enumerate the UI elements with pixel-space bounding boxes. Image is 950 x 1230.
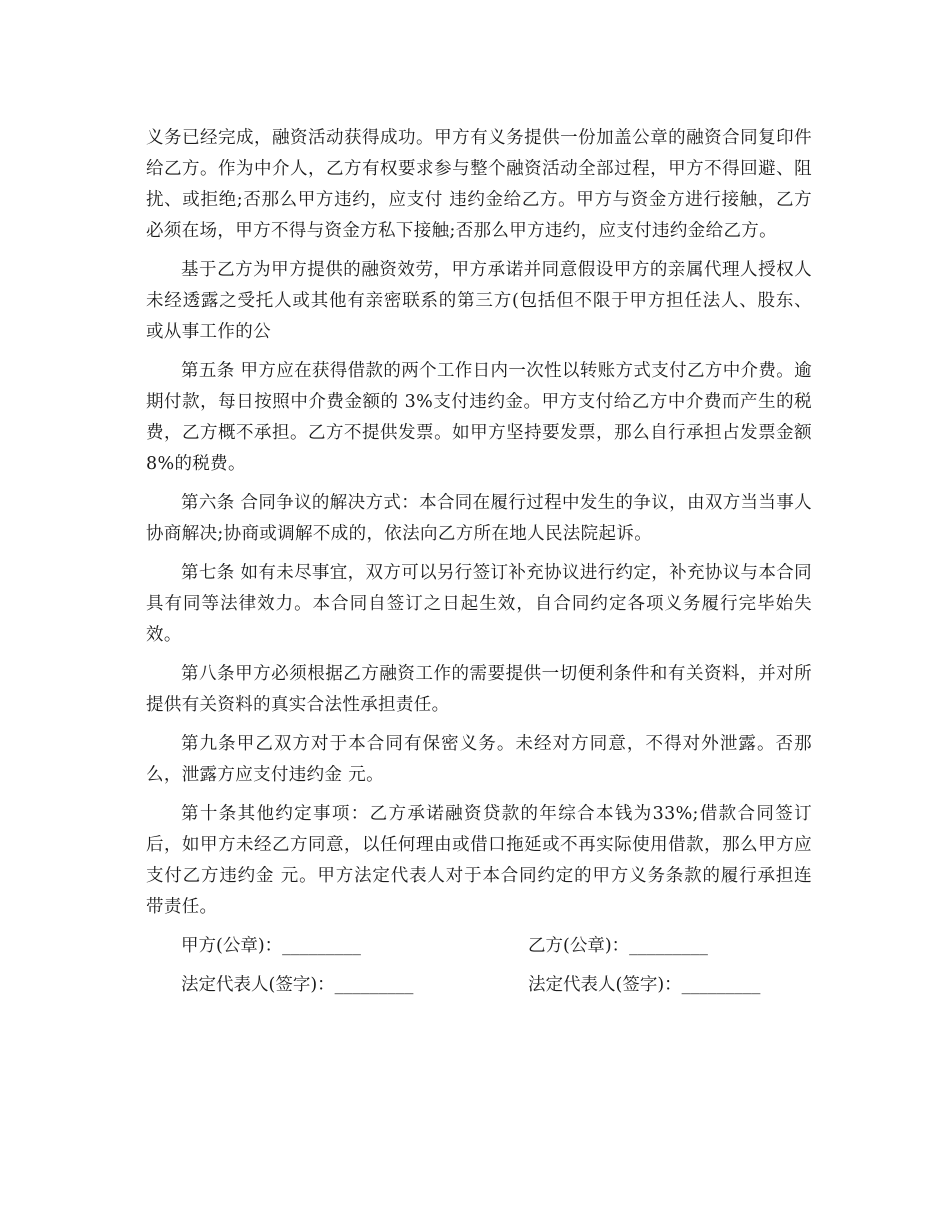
signature-row-representative (146, 970, 812, 1001)
paragraph-article-5: 第五条 甲方应在获得借款的两个工作日内一次性以转账方式支付乙方中介费。逾期付款，每日按照中介费金额的 3%支付违约金。甲方支付给乙方中介费而产生的税费，乙方概不承担。乙方不提供发票。如甲方坚持要发票，那么自行承担占发票金额 8%的税费。 (146, 361, 812, 474)
paragraph-financing-service: 基于乙方为甲方提供的融资效劳，甲方承诺并同意假设甲方的亲属代理人授权人未经透露之受托人或其他有亲密联系的第三方(包括但不限于甲方担任法人、股东、或从事工作的公 (146, 260, 812, 342)
party-b-seal-line: 乙方(公章)：_________ (528, 936, 708, 956)
paragraph-article-10: 第十条其他约定事项：乙方承诺融资贷款的年综合本钱为33%;借款合同签订后，如甲方未经乙方同意，以任何理由或借口拖延或不再实际使用借款，那么甲方应支付乙方违约金 元。甲方法定代表人对于本合同约定的甲方义务条款的履行承担连带责任。 (146, 804, 812, 917)
party-a-seal-line: 甲方(公章)：_________ (181, 936, 361, 956)
party-b-representative-line: 法定代表人(签字)：_________ (528, 975, 761, 995)
paragraph-article-8: 第八条甲方必须根据乙方融资工作的需要提供一切便利条件和有关资料，并对所提供有关资料的真实合法性承担责任。 (146, 664, 812, 715)
document-body (146, 123, 812, 1009)
paragraph-article-9: 第九条甲乙双方对于本合同有保密义务。未经对方同意，不得对外泄露。否那么，泄露方应支付违约金 元。 (146, 734, 812, 785)
paragraph-article-6: 第六条 合同争议的解决方式：本合同在履行过程中发生的争议，由双方当当事人协商解决;协商或调解不成的，依法向乙方所在地人民法院起诉。 (146, 493, 812, 544)
paragraph-obligation-continued: 义务已经完成，融资活动获得成功。甲方有义务提供一份加盖公章的融资合同复印件给乙方。作为中介人，乙方有权要求参与整个融资活动全部过程，甲方不得回避、阻扰、或拒绝;否那么甲方违约，应支付 违约金给乙方。甲方与资金方进行接触，乙方必须在场，甲方不得与资金方私下接触;否那么甲方违约，应支付违约金给乙方。 (146, 128, 812, 241)
party-a-representative-line: 法定代表人(签字)：_________ (181, 975, 414, 995)
signature-row-seal (146, 931, 812, 962)
paragraph-article-7: 第七条 如有未尽事宜，双方可以另行签订补充协议进行约定，补充协议与本合同具有同等法律效力。本合同自签订之日起生效，自合同约定各项义务履行完毕始失效。 (146, 563, 812, 645)
